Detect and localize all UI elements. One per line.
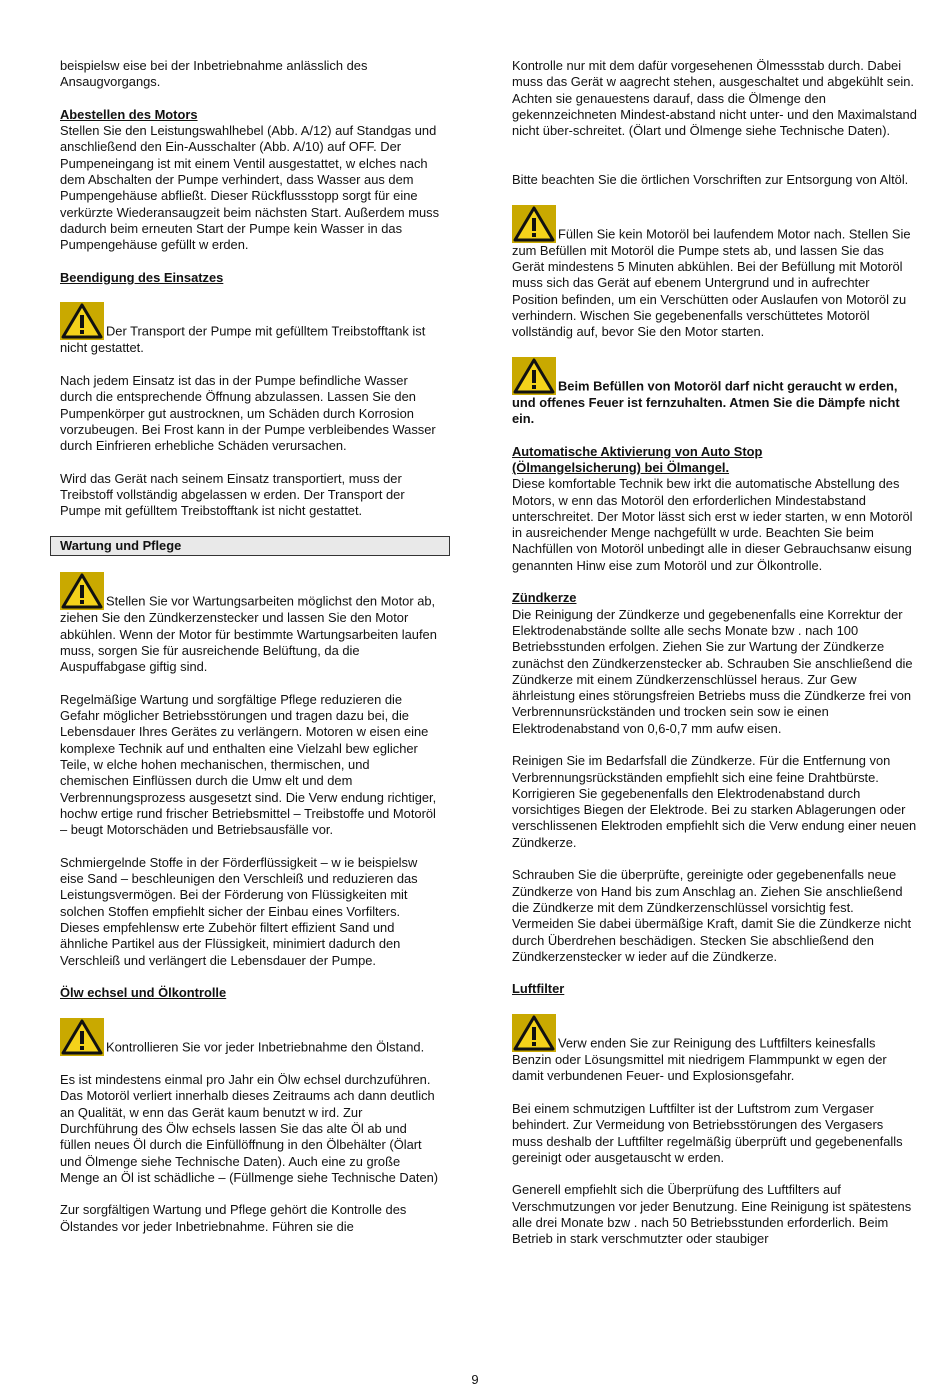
paragraph-schrauben: Schrauben Sie die überprüfte, gereinigte oder gegebenenfalls neue Zündkerze von Hand bis zum Anschlag an. Ziehen Sie anschließend die Zündkerze mit dem Zündkerzenschlüssel vorsichtig fest. Vermeiden Sie dabei übermäßige Kraft, damit Sie die Zündkerze nicht durch Überdrehen beschädigen. Stecken Sie abschließend den Zündkerzenstecker w ieder auf die Zündkerze. <box>512 867 912 964</box>
warning-rauchen <box>512 357 917 428</box>
warning-triangle-icon <box>512 205 556 243</box>
paragraph-altoel: Bitte beachten Sie die örtlichen Vorschriften zur Entsorgung von Altöl. <box>512 172 909 188</box>
heading-autostop-line1: Automatische Aktivierung von Auto Stop <box>512 443 763 459</box>
paragraph-generell: Generell empfiehlt sich die Überprüfung des Luftfilters auf Verschmutzungen vor jeder Benutzung. Eine Reinigung ist spätestens alle drei Monate bzw . nach 50 Betriebsstunden erforderlich. Beim Betrieb in stark verschmutzter oder staubiger <box>512 1182 912 1247</box>
paragraph-schmutzig: Bei einem schmutzigen Luftfilter ist der Luftstrom zum Vergaser behindert. Zur Vermeidung von Betriebsstörungen des Vergasers muss deshalb der Luftfilter regelmäßig überprüft und gegebenenfalls gereinigt oder ausgetauscht w erden. <box>512 1100 903 1165</box>
paragraph-kontrolle: Kontrolle nur mit dem dafür vorgesehenen Ölmessstab durch. Dabei muss das Gerät w aagrecht stehen, ausgeschaltet und abgekühlt sein. Achten sie genauestens darauf, dass die Ölmenge den gekennzeichneten Mindest-abstand nicht unter- und den Maximalstand nicht über-schreitet. (Ölart und Ölmenge siehe Technische Daten). <box>512 58 917 139</box>
heading-luftfilter: Luftfilter <box>512 981 565 997</box>
paragraph-autostop: Diese komfortable Technik bew irkt die automatische Abstellung des Motors, w enn das Motoröl den erforderlichen Mindestabstand unterschreitet. Der Motor lässt sich erst w ieder starten, w enn Motoröl in ausreichender Menge nachgefüllt w urde. Beachten Sie beim Nachfüllen von Motoröl unbedingt alle in dieser Gebrauchsanw eisung genannten Hinw eise zum Motoröl und zur Ölkontrolle. <box>512 476 913 573</box>
left-column <box>60 58 440 1251</box>
warning-fuellen <box>512 205 917 341</box>
page-number: 9 <box>471 1372 479 1387</box>
warning-fuellen-text: Füllen Sie kein Motoröl bei laufendem Motor nach. Stellen Sie zum Befüllen mit Motoröl die Pumpe stets ab, und lassen Sie das Gerät mindestens 5 Minuten abkühlen. Bei der Befüllung mit Motoröl muss sich das Gerät auf ebenem Untergrund und in aufrechter Position befinden, um ein Verschütten oder Auslaufen von Motoröl zu verhindern. Wischen Sie gegebenenfalls verschüttetes Motoröl vollständig auf, bevor Sie den Motor starten. <box>512 226 911 340</box>
warning-luftfilter-text: Verw enden Sie zur Reinigung des Luftfilters keinesfalls Benzin oder Lösungsmittel mit niedrigem Flammpunkt w egen der damit verbundenen Feuer- und Explosionsgefahr. <box>512 1035 887 1084</box>
warning-rauchen-text: Beim Befüllen von Motoröl darf nicht geraucht w erden, und offenes Feuer ist fernzuhalten. Atmen Sie die Dämpfe nicht ein. <box>512 378 900 427</box>
warning-transport <box>60 302 440 356</box>
paragraph-schmiergelnd: Schmiergelnde Stoffe in der Förderflüssigkeit – w ie beispielsw eise Sand – beschleunigen den Verschleiß und reduzieren das Leistungsvermögen. Bei der Förderung von Flüssigkeiten mit solchen Stoffen empfiehlt sicher der Einbau eines Vorfilters. Dieses empfehlensw erte Zubehör filtert effizient Sand und ähnliche Partikel aus der Flüssigkeit, minimiert dadurch den Verschleiß und verlängert die Lebensdauer der Pumpe. <box>60 854 418 968</box>
paragraph-regelmaessig: Regelmäßige Wartung und sorgfältige Pflege reduzieren die Gefahr möglicher Betriebsstörungen und tragen dazu bei, die Lebensdauer Ihres Gerätes zu verlängern. Motoren w eisen eine komplexe Technik auf und enthalten eine Vielzahl bew eglicher Teile, w elche hohen mechanischen, thermischen, und chemischen Einflüssen durch die Umw elt und dem Verbrennungsprozess ausgesetzt sind. Die Verw endung richtiger, hochw ertige rund frischer Betriebsmittel – Treibstoffe und Motoröl – beugt Motorschäden und Betriebsausfälle vor. <box>60 691 437 838</box>
warning-triangle-icon <box>60 302 104 340</box>
heading-abstellen: Abestellen des Motors <box>60 106 198 122</box>
paragraph-reinigen: Reinigen Sie im Bedarfsfall die Zündkerze. Für die Entfernung von Verbrennungsrückständen empfiehlt sich eine feine Drahtbürste. Korrigieren Sie gegebenenfalls den Elektrodenabstand durch vorsichtiges Biegen der Elektrode. Bei zu starken Ablagerungen oder verschlissenen Elektroden empfiehlt sich die Verw endung einer neuen Zündkerze. <box>512 753 917 850</box>
heading-autostop-line2: (Ölmangelsicherung) bei Ölmangel. <box>512 459 730 475</box>
warning-oelstand-text: Kontrollieren Sie vor jeder Inbetriebnahme den Ölstand. <box>106 1039 425 1055</box>
warning-luftfilter <box>512 1014 917 1085</box>
warning-triangle-icon <box>512 357 556 395</box>
right-column <box>512 58 917 1264</box>
paragraph-transport: Wird das Gerät nach seinem Einsatz transportiert, muss der Treibstoff vollständig abgelassen w erden. Der Transport der Pumpe mit gefülltem Treibstofftank ist nicht gestattet. <box>60 470 405 519</box>
paragraph-oelwechsel: Es ist mindestens einmal pro Jahr ein Ölw echsel durchzuführen. Das Motoröl verliert innerhalb dieses Zeitraums ach dann deutlich an Qualität, w enn das Gerät kaum benutzt w ird. Zur Durchführung des Ölw echsels lassen Sie das alte Öl ab und füllen neues Öl durch die Einfüllöffnung in den Ölbehälter (Ölart und Ölmenge siehe Technische Daten). Auch eine zu große Menge an Öl ist schädliche – (Füllmenge siehe Technische Daten) <box>60 1072 439 1185</box>
warning-triangle-icon <box>512 1014 556 1052</box>
paragraph-nach-einsatz: Nach jedem Einsatz ist das in der Pumpe befindliche Wasser durch die entsprechende Öffnung abzulassen. Lassen Sie den Pumpenkörper gut austrocknen, um Schäden durch Korrosion vorzubeugen. Bei Frost kann in der Pumpe verbleibendes Wasser durch Einfrieren erhebliche Schäden verursachen. <box>60 373 436 454</box>
warning-wartung <box>60 572 440 675</box>
heading-beendigung: Beendigung des Einsatzes <box>60 269 224 285</box>
heading-oelwechsel: Ölw echsel und Ölkontrolle <box>60 985 227 1001</box>
warning-transport-text: Der Transport der Pumpe mit gefülltem Treibstofftank ist nicht gestattet. <box>60 324 426 356</box>
section-title-wartung: Wartung und Pflege <box>50 536 450 556</box>
paragraph-intro: beispielsw eise bei der Inbetriebnahme anlässlich des Ansaugvorgangs. <box>60 58 368 90</box>
paragraph-zuendkerze: Die Reinigung der Zündkerze und gegebenenfalls eine Korrektur der Elektrodenabstände sollte alle sechs Monate bzw . nach 100 Betriebsstunden erfolgen. Ziehen Sie zur Wartung der Zündkerze zunächst den Zündkerzenstecker ab. Schrauben Sie anschließend die Zündkerze mit einem Zündkerzenschlüssel heraus. Zur Gew ährleistung eines störungsfreien Betriebs muss die Zündkerze frei von Verbrennunsrückständen und trocken sein sow ie einen Elektrodenabstand von 0,6-0,7 mm aufw eisen. <box>512 606 913 736</box>
warning-oelstand <box>60 1018 440 1056</box>
warning-wartung-text: Stellen Sie vor Wartungsarbeiten möglichst den Motor ab, ziehen Sie den Zündkerzenstecker und lassen Sie den Motor abkühlen. Wenn der Motor für bestimmte Wartungsarbeiten laufen muss, sorgen Sie für ausreichende Belüftung, da die Auspuffabgase giftig sind. <box>60 594 437 675</box>
paragraph-sorgfaeltig: Zur sorgfältigen Wartung und Pflege gehört die Kontrolle des Ölstandes vor jeder Inbetriebnahme. Führen sie die <box>60 1202 407 1234</box>
warning-triangle-icon <box>60 1018 104 1056</box>
paragraph-abstellen: Stellen Sie den Leistungswahlhebel (Abb. A/12) auf Standgas und anschließend den Ein-Ausschalter (Abb. A/10) auf OFF. Der Pumpeneingang ist mit einem Ventil ausgestattet, w elches nach dem Abschalten der Pumpe verhindert, dass Wasser aus dem Pumpengehäuse abfließt. Dieser Rückflussstopp sorgt für eine verkürzte Wiederansaugzeit beim nächsten Start. Außerdem muss dadurch beim erneuten Start der Pumpe kein Wasser in das Pumpengehäuse gefüllt w erden. <box>60 123 440 253</box>
warning-triangle-icon <box>60 572 104 610</box>
heading-zuendkerze: Zündkerze <box>512 590 577 606</box>
